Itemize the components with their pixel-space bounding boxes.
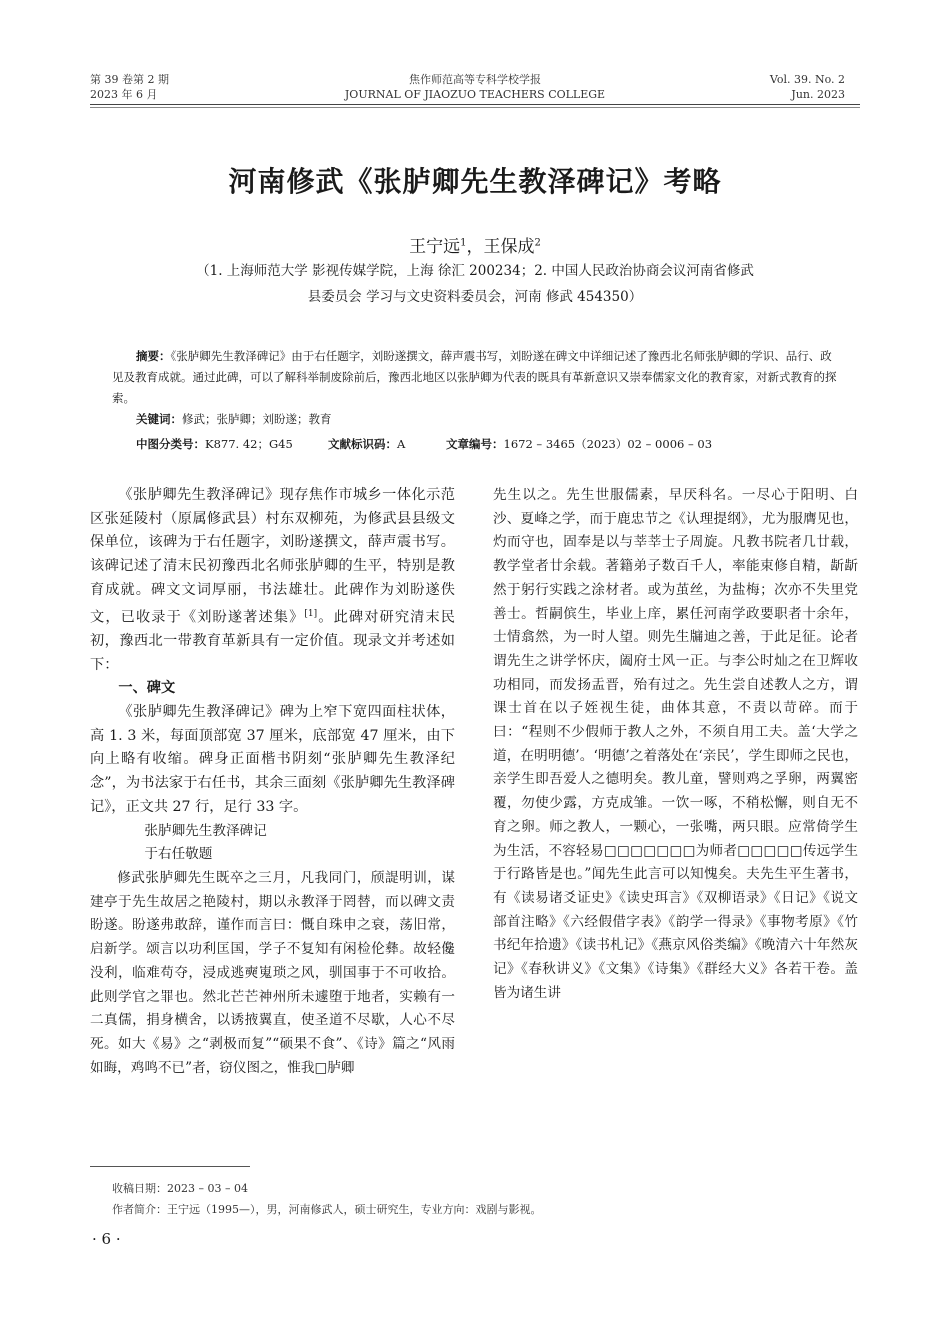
header-volume-cn: 第 39 卷第 2 期 xyxy=(90,73,169,86)
received-date: 收稿日期：2023 – 03 – 04 xyxy=(112,1182,248,1195)
article-number xyxy=(446,436,712,452)
date-en: Jun. 2023 xyxy=(791,88,845,101)
clc-value: K877. 42；G45 xyxy=(205,437,293,451)
clc-label: 中图分类号： xyxy=(136,437,205,451)
affiliation-line-2: 县委员会 学习与文史资料委员会，河南 修武 454350） xyxy=(307,289,643,305)
author-2: 王保成 xyxy=(483,237,535,257)
affiliation-line-1: （1. 上海师范大学 影视传媒学院，上海 徐汇 200234；2. 中国人民政治协商会议河南省修武 xyxy=(196,263,754,279)
clc-number xyxy=(136,436,293,452)
inscription-author: 于右任敬题 xyxy=(144,846,213,863)
header-volume-en xyxy=(770,72,845,102)
inscription-title: 张胪卿先生教泽碑记 xyxy=(144,822,267,839)
article-number-value: 1672 – 3465（2023）02 – 0006 – 03 xyxy=(503,437,713,451)
body-right-column xyxy=(493,484,858,1005)
keywords xyxy=(112,409,842,430)
journal-name-en: JOURNAL OF JIAOZUO TEACHERS COLLEGE xyxy=(344,88,606,101)
intro-text-b: 。此碑对研究清末民初，豫西北一带教育革新具有一定价值。现录文并考述如下： xyxy=(90,609,455,673)
keywords-label: 关键词： xyxy=(136,412,182,426)
author-1-affil-mark: 1 xyxy=(460,237,467,249)
author-2-affil-mark: 2 xyxy=(534,237,541,249)
section-heading-1: 一、碑文 xyxy=(118,680,176,697)
doc-code-label: 文献标识码： xyxy=(328,437,397,451)
intro-paragraph xyxy=(90,484,455,677)
article-authors xyxy=(0,232,950,257)
volume-en: Vol. 39. No. 2 xyxy=(769,73,845,86)
affiliations xyxy=(130,258,820,310)
header-rule xyxy=(90,104,860,105)
abstract-label: 摘要： xyxy=(136,349,171,363)
header-date-cn: 2023 年 6 月 xyxy=(90,88,158,101)
doc-code-value: A xyxy=(397,437,406,451)
keywords-text: 修武；张胪卿；刘盼遂；教育 xyxy=(182,412,332,426)
citation-1: [1] xyxy=(304,608,318,619)
inscription-continued: 先生以之。先生世服儒素，早厌科名。一尽心于阳明、白沙、夏峰之学，而于鹿忠节之《认理提纲》，尤为服膺见也，灼而守也，固奉是以与莘莘士子周旋。凡教书院者几廿载，教学堂者廿余载。著籍弟子数百千人，率能束修自精，龂龂然于躬行实践之涂材者。或为茧丝，为盐梅；次亦不失里党善士。哲嗣傧生，毕业上庠，累任河南学政要职者十余年，士情翕然，为一时人望。则先生牖迪之善，于此足征。论者谓先生之讲学怀庆，阖府士风一正。与李公时灿之在卫辉收功相同，而发扬盂晋，殆有过之。先生尝自述教人之方，谓课士首在以子姪视生徒，曲体其意，不责以苛碎。而于曰：“程则不少假师于教人之外，不须自用工夫。盖‘大学之道，在明明德’。‘明德’之着落处在‘亲民’，学生即师之民也，亲学生即吾爱人之德明矣。教儿童，譬则鸡之孚卵，两翼密覆，勿使少露，方克成雏。一饮一啄，不稍松懈，则自无不育之卵。师之教人，一颗心，一张嘴，两只眼。应常倚学生为生活，不容轻易□□□□□□□为师者□□□□□传远学生于行路皆是也。”闻先生此言可以知愧矣。夫先生平生著书，有《读易诸爻证史》《读史珥言》《双柳语录》《日记》《说文部首注略》《六经假借字表》《韵学一得录》《事物考原》《竹书纪年拾遗》《读书札记》《燕京风俗类编》《晚清六十年然灰记》《春秋讲义》《文集》《诗集》《群经大义》各若干卷。盖皆为诸生讲 xyxy=(493,487,858,1001)
stele-description: 《张胪卿先生教泽碑记》碑为上窄下宽四面柱状体，高 1. 3 米，每面顶部宽 37 厘米，底部宽 47 厘米，由下向上略有收缩。碑身正面楷书阴刻“张胪卿先生教泽纪念”，为书法家于右任书，其余三面刻《张胪卿先生教泽碑记》，正文共 27 行，足行 33 字。 xyxy=(90,704,455,815)
document-code xyxy=(328,436,405,452)
abstract-text: 《张胪卿先生教泽碑记》由于右任题字，刘盼遂撰文，薛声震书写，刘盼遂在碑文中详细记述了豫西北名师张胪卿的学识、品行、政见及教育成就。通过此碑，可以了解科举制废除前后，豫西北地区以张胪卿为代表的既具有革新意识又崇奉儒家文化的教育家，对新式教育的探索。 xyxy=(112,349,837,405)
body-left-column xyxy=(90,484,455,1080)
footnote-rule xyxy=(90,1166,250,1167)
intro-text-a: 《张胪卿先生教泽碑记》现存焦作市城乡一体化示范区张延陵村（原属修武县）村东双柳苑，为修武县县级文保单位，该碑为于右任题字，刘盼遂撰文，薛声震书写。该碑记述了清末民初豫西北名师张胪卿的生平，特别是教育成就。碑文文词厚丽，书法雄壮。此碑作为刘盼遂佚文，已收录于《刘盼遂著述集》 xyxy=(90,487,455,626)
journal-name-cn: 焦作师范高等专科学校学报 xyxy=(409,73,541,86)
article-number-label: 文章编号： xyxy=(446,437,504,451)
author-1: 王宁远 xyxy=(409,237,461,257)
author-bio: 作者简介：王宁远（1995—），男，河南修武人，硕士研究生，专业方向：戏剧与影视。 xyxy=(112,1203,542,1216)
abstract-block xyxy=(112,346,842,430)
header-rule-thin xyxy=(90,107,860,108)
inscription-text: 修武张胪卿先生既卒之三月，凡我同门，颀諟明训，谋建亭于先生故居之艳陵村，期以永教泽于罔替，而以碑文责盼遂。盼遂弗敢辞，谨作而言曰：慨自珠申之衰，荡旧常，启新学。颂言以功利匡国，学子不复知有闲检伦彝。故轻儳没利，临难苟夺，浸成逃奭嵬琐之风，驯国事于不可收拾。此则学官之罪也。然北芒芒神州所未遽堕于地者，实赖有一二真儒，捐身横舍，以诱掖翼直，使圣道不尽歇，人心不尽死。如大《易》之“剥极而复”“硕果不食”、《诗》篇之“风雨如晦，鸡鸣不已”者，窃仪图之，惟我□胪卿 xyxy=(90,869,455,1076)
page-number: · 6 · xyxy=(92,1230,121,1248)
article-title: 河南修武《张胪卿先生教泽碑记》考略 xyxy=(228,165,722,198)
author-separator: ， xyxy=(466,237,484,257)
abstract xyxy=(112,346,842,409)
